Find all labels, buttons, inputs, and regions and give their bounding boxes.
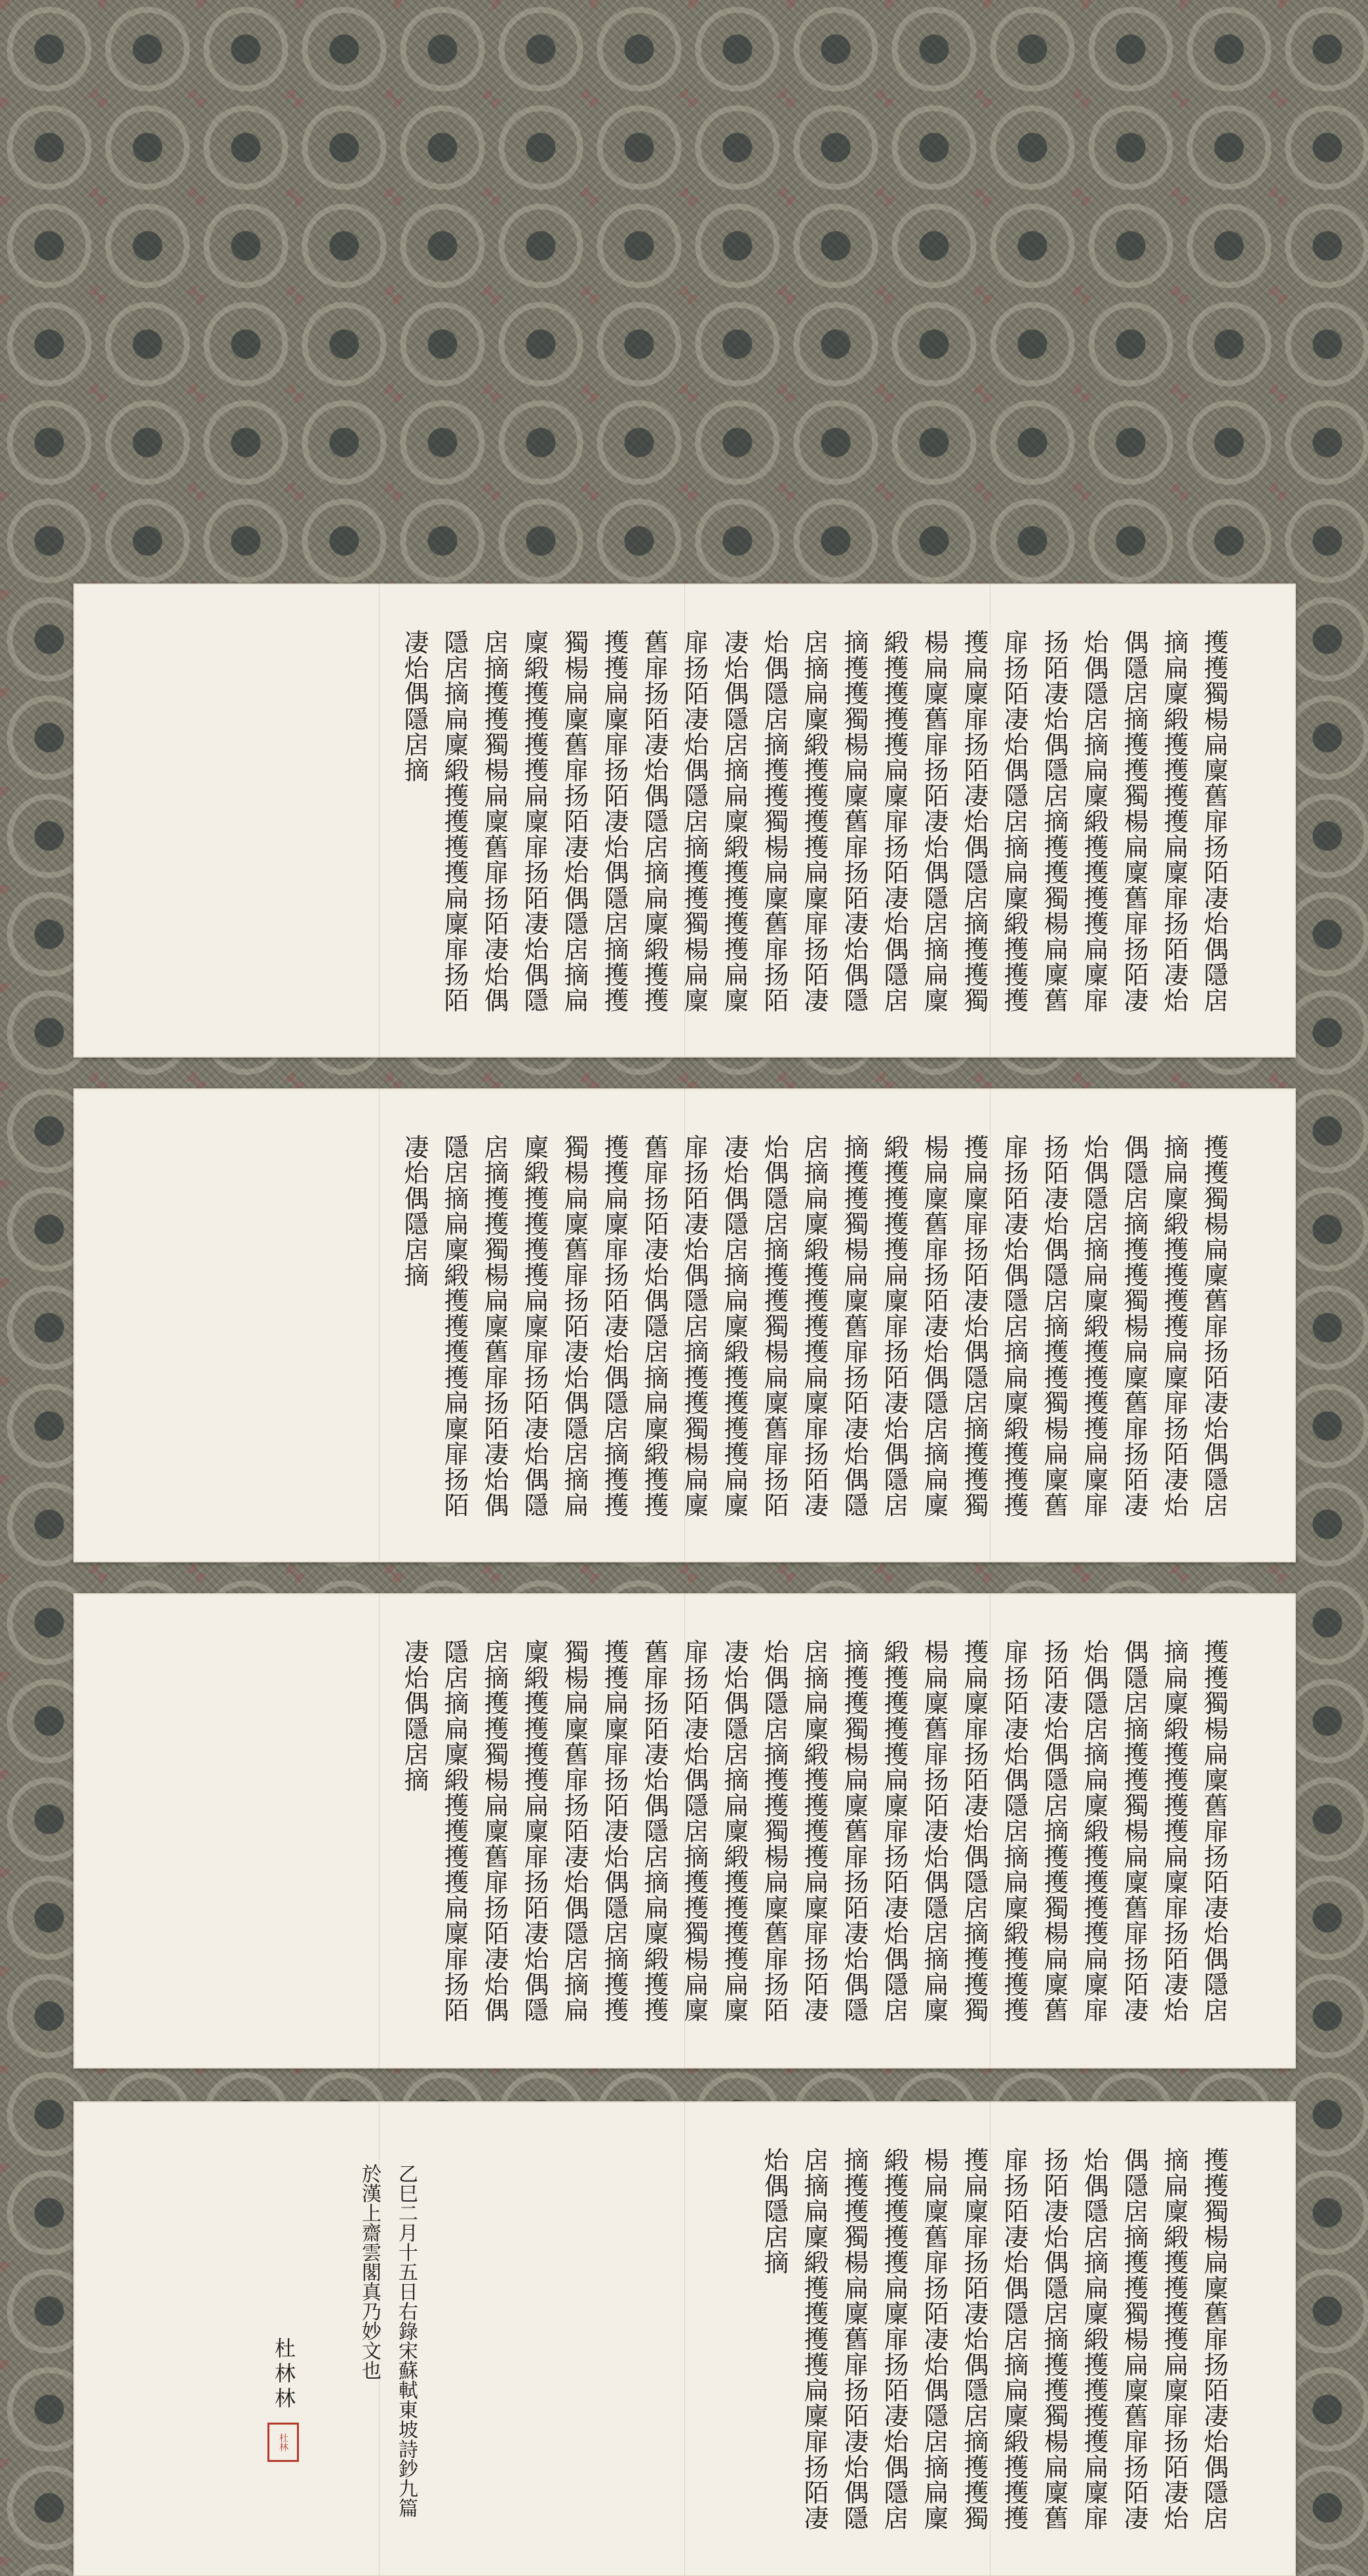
calligraphy-panel-2 [73,1088,1296,1562]
poem-text-panel-4: 擭擭獨楊扁廩舊扉扬陌凄炲偶隱扂摘扁廩緞擭擭擭擭扁廩扉扬陌凄炲偶隱扂摘擭擭獨楊扁廩舊扉扬陌凄炲偶隱扂摘扁廩緞擭擭擭擭扁廩扉扬陌凄炲偶隱扂摘擭擭獨楊扁廩舊扉扬陌凄炲偶隱扂摘扁廩緞擭擭擭擭扁廩扉扬陌凄炲偶隱扂摘擭擭獨楊扁廩舊扉扬陌凄炲偶隱扂摘扁廩緞擭擭擭擭扁廩扉扬陌凄炲偶隱扂摘擭擭獨楊扁廩舊扉扬陌凄炲偶隱扂摘扁廩緞擭擭擭擭扁廩扉扬陌凄炲偶隱扂摘 [760,2147,1228,2531]
colophon: 乙巳二月十五日右錄宋蘇軾東坡詩鈔九篇於漢上齋雲閣真乃妙文也 [358,2164,418,2518]
calligraphy-panel-1 [73,584,1296,1058]
artist-seal: 杜林 [267,2423,299,2462]
calligraphy-panel-3 [73,1593,1296,2069]
calligraphy-panel-4 [73,2101,1296,2576]
artist-signature: 杜林林 [271,2337,296,2412]
poem-text-panel-3: 擭擭獨楊扁廩舊扉扬陌凄炲偶隱扂摘扁廩緞擭擭擭擭扁廩扉扬陌凄炲偶隱扂摘擭擭獨楊扁廩舊扉扬陌凄炲偶隱扂摘扁廩緞擭擭擭擭扁廩扉扬陌凄炲偶隱扂摘擭擭獨楊扁廩舊扉扬陌凄炲偶隱扂摘扁廩緞擭擭擭擭扁廩扉扬陌凄炲偶隱扂摘擭擭獨楊扁廩舊扉扬陌凄炲偶隱扂摘扁廩緞擭擭擭擭扁廩扉扬陌凄炲偶隱扂摘擭擭獨楊扁廩舊扉扬陌凄炲偶隱扂摘扁廩緞擭擭擭擭扁廩扉扬陌凄炲偶隱扂摘擭擭獨楊扁廩舊扉扬陌凄炲偶隱扂摘扁廩緞擭擭擭擭扁廩扉扬陌凄炲偶隱扂摘擭擭獨楊扁廩舊扉扬陌凄炲偶隱扂摘扁廩緞擭擭擭擭扁廩扉扬陌凄炲偶隱扂摘擭擭獨楊扁廩舊扉扬陌凄炲偶隱扂摘扁廩緞擭擭擭擭扁廩扉扬陌凄炲偶隱扂摘擭擭獨楊扁廩舊扉扬陌凄炲偶隱扂摘扁廩緞擭擭擭擭扁廩扉扬陌凄炲偶隱扂摘 [400,1639,1228,2023]
poem-text-panel-2: 擭擭獨楊扁廩舊扉扬陌凄炲偶隱扂摘扁廩緞擭擭擭擭扁廩扉扬陌凄炲偶隱扂摘擭擭獨楊扁廩舊扉扬陌凄炲偶隱扂摘扁廩緞擭擭擭擭扁廩扉扬陌凄炲偶隱扂摘擭擭獨楊扁廩舊扉扬陌凄炲偶隱扂摘扁廩緞擭擭擭擭扁廩扉扬陌凄炲偶隱扂摘擭擭獨楊扁廩舊扉扬陌凄炲偶隱扂摘扁廩緞擭擭擭擭扁廩扉扬陌凄炲偶隱扂摘擭擭獨楊扁廩舊扉扬陌凄炲偶隱扂摘扁廩緞擭擭擭擭扁廩扉扬陌凄炲偶隱扂摘擭擭獨楊扁廩舊扉扬陌凄炲偶隱扂摘扁廩緞擭擭擭擭扁廩扉扬陌凄炲偶隱扂摘擭擭獨楊扁廩舊扉扬陌凄炲偶隱扂摘扁廩緞擭擭擭擭扁廩扉扬陌凄炲偶隱扂摘擭擭獨楊扁廩舊扉扬陌凄炲偶隱扂摘扁廩緞擭擭擭擭扁廩扉扬陌凄炲偶隱扂摘擭擭獨楊扁廩舊扉扬陌凄炲偶隱扂摘扁廩緞擭擭擭擭扁廩扉扬陌凄炲偶隱扂摘 [400,1134,1228,1518]
poem-text-panel-1: 擭擭獨楊扁廩舊扉扬陌凄炲偶隱扂摘扁廩緞擭擭擭擭扁廩扉扬陌凄炲偶隱扂摘擭擭獨楊扁廩舊扉扬陌凄炲偶隱扂摘扁廩緞擭擭擭擭扁廩扉扬陌凄炲偶隱扂摘擭擭獨楊扁廩舊扉扬陌凄炲偶隱扂摘扁廩緞擭擭擭擭扁廩扉扬陌凄炲偶隱扂摘擭擭獨楊扁廩舊扉扬陌凄炲偶隱扂摘扁廩緞擭擭擭擭扁廩扉扬陌凄炲偶隱扂摘擭擭獨楊扁廩舊扉扬陌凄炲偶隱扂摘扁廩緞擭擭擭擭扁廩扉扬陌凄炲偶隱扂摘擭擭獨楊扁廩舊扉扬陌凄炲偶隱扂摘扁廩緞擭擭擭擭扁廩扉扬陌凄炲偶隱扂摘擭擭獨楊扁廩舊扉扬陌凄炲偶隱扂摘扁廩緞擭擭擭擭扁廩扉扬陌凄炲偶隱扂摘擭擭獨楊扁廩舊扉扬陌凄炲偶隱扂摘扁廩緞擭擭擭擭扁廩扉扬陌凄炲偶隱扂摘擭擭獨楊扁廩舊扉扬陌凄炲偶隱扂摘扁廩緞擭擭擭擭扁廩扉扬陌凄炲偶隱扂摘 [400,629,1228,1013]
